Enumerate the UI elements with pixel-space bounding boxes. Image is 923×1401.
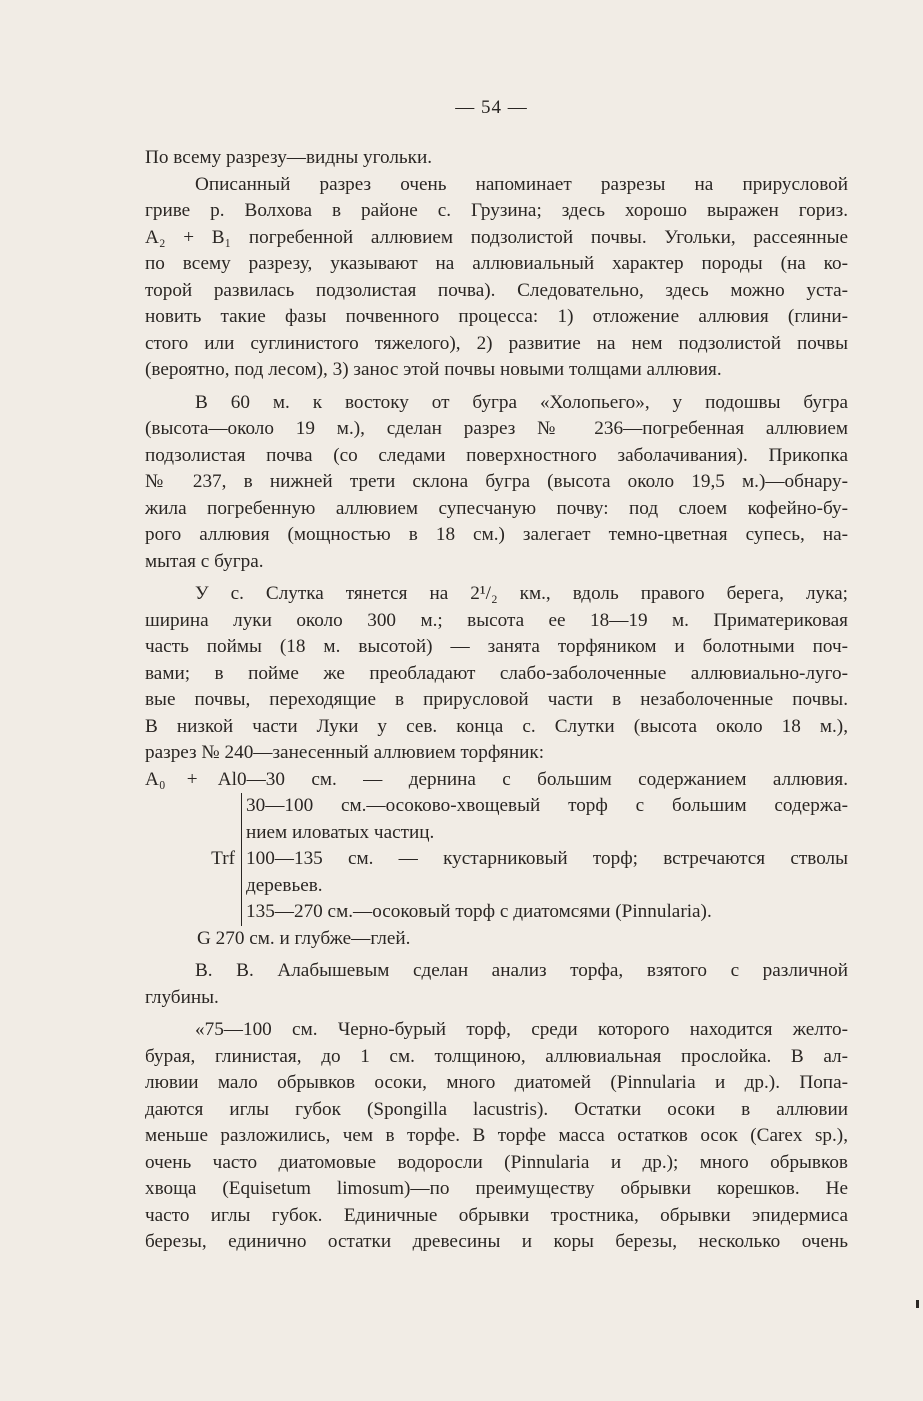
text-line: бурая, глинистая, до 1 см. толщиною, аллювиальная прослойка. В ал- xyxy=(145,1045,848,1067)
horizon-label: A₀ + Al xyxy=(145,768,237,790)
text-line: 100—135 см. — кустарниковый торф; встречаются стволы xyxy=(246,848,848,869)
text-line: даются иглы губок (Spongilla lacustris). Остатки осоки в аллювии xyxy=(145,1098,848,1120)
text-line: хвоща (Equisetum limosum)—по преимуществу обрывки корешков. Не xyxy=(145,1178,848,1199)
text-line: гриве р. Волхова в районе с. Грузина; здесь хорошо выражен гориз. xyxy=(145,200,848,221)
text-line: (высота—около 19 м.), сделан разрез № 236—погребенная аллювием xyxy=(145,418,848,439)
text-line: № 237, в нижней трети склона бугра (высота около 19,5 м.)—обнару- xyxy=(145,471,848,492)
text-line: березы, единично остатки древесины и коры березы, несколько очень xyxy=(145,1231,848,1252)
paragraph-6 xyxy=(145,1017,848,1256)
horizon-label: Trf xyxy=(211,848,235,869)
paragraph-5 xyxy=(145,958,848,1011)
text-line: часть поймы (18 м. высотой) — занята торфяником и болотными поч- xyxy=(145,636,848,657)
trf-subhorizons xyxy=(242,793,848,926)
text-line: «75—100 см. Черно-бурый торф, среди которого находится желто- xyxy=(195,1019,848,1040)
text-line: деревьев. xyxy=(246,874,323,896)
text-line: (вероятно, под лесом), 3) занос этой почвы новыми толщами аллювия. xyxy=(145,359,722,380)
text-line: В. В. Алабышевым сделан анализ торфа, взятого с различной xyxy=(195,960,848,981)
text-line: нием иловатых частиц. xyxy=(246,821,435,843)
text-line: очень часто диатомовые водоросли (Pinnularia и др.); много обрывков xyxy=(145,1151,848,1173)
text-line: По всему разрезу—видны угольки. xyxy=(145,147,433,168)
text-line: подзолистая почва (со следами поверхностного заболачивания). Прикопка xyxy=(145,444,848,466)
paragraph-3 xyxy=(145,390,848,576)
text-line: меньше разложились, чем в торфе. В торфе масса остатков осок (Carex sp.), xyxy=(145,1125,848,1146)
text-line: часто иглы губок. Единичные обрывки тростника, обрывки эпидермиса xyxy=(145,1204,848,1226)
page-number: — 54 — xyxy=(455,97,528,118)
text-line: В низкой части Луки у сев. конца с. Слутки (высота около 18 м.), xyxy=(145,715,848,737)
paragraph-4 xyxy=(145,581,848,767)
text-line: рого аллювия (мощностью в 18 см.) залегает темно-цветная супесь, на- xyxy=(145,524,848,545)
text-line: лювии мало обрывков осоки, много диатомей (Pinnularia и др.). Попа- xyxy=(145,1072,848,1093)
text-line: У с. Слутка тянется на 2¹/₂ км., вдоль правого берега, лука; xyxy=(195,583,848,604)
text-line: ширина луки около 300 м.; высота ее 18—19 м. Приматериковая xyxy=(145,609,848,631)
text-line: мытая с бугра. xyxy=(145,550,264,572)
horizon-description: 0—30 см. — дернина с большим содержанием аллювия. xyxy=(237,768,848,790)
paragraph-2 xyxy=(145,172,848,384)
text-line: A₂ + B₁ погребенной аллювием подзолистой почвы. Угольки, рассеянные xyxy=(145,226,848,248)
text-line: вами; в пойме же преобладают слабо-заболоченные аллювиально-луго- xyxy=(145,662,848,684)
soil-horizon-table xyxy=(145,767,848,953)
text-line: жила погребенную аллювием супесчаную почву: под слоем кофейно-бу- xyxy=(145,497,848,519)
text-line: разрез № 240—занесенный аллювием торфяник: xyxy=(145,742,545,763)
text-line: торой развилась подзолистая почва). Следовательно, здесь можно уста- xyxy=(145,279,848,301)
text-line: глубины. xyxy=(145,986,219,1008)
body-text xyxy=(145,145,848,1256)
text-line: Описанный разрез очень напоминает разрезы на прирусловой xyxy=(195,173,848,195)
text-line: по всему разрезу, указывают на аллювиальный характер породы (на ко- xyxy=(145,253,848,274)
text-line: 135—270 см.—осоковый торф с диатомсями (Pinnularia). xyxy=(246,901,712,922)
text-line: стого или суглинистого тяжелого), 2) развитие на нем подзолистой почвы xyxy=(145,332,848,354)
horizon-row-a0 xyxy=(145,767,848,794)
page-edge-mark xyxy=(916,1300,919,1308)
text-line: новить такие фазы почвенного процесса: 1) отложение аллювия (глини- xyxy=(145,306,848,327)
horizon-row-g: G 270 см. и глубже—глей. xyxy=(197,927,411,949)
text-line: вые почвы, переходящие в прирусловой части в незаболоченные почвы. xyxy=(145,689,848,710)
text-line: В 60 м. к востоку от бугра «Холопьего», у подошвы бугра xyxy=(195,391,848,413)
text-line: 30—100 см.—осоково-хвощевый торф с большим содержа- xyxy=(246,795,848,816)
paragraph-1 xyxy=(145,145,848,172)
horizon-row-trf xyxy=(145,793,848,926)
